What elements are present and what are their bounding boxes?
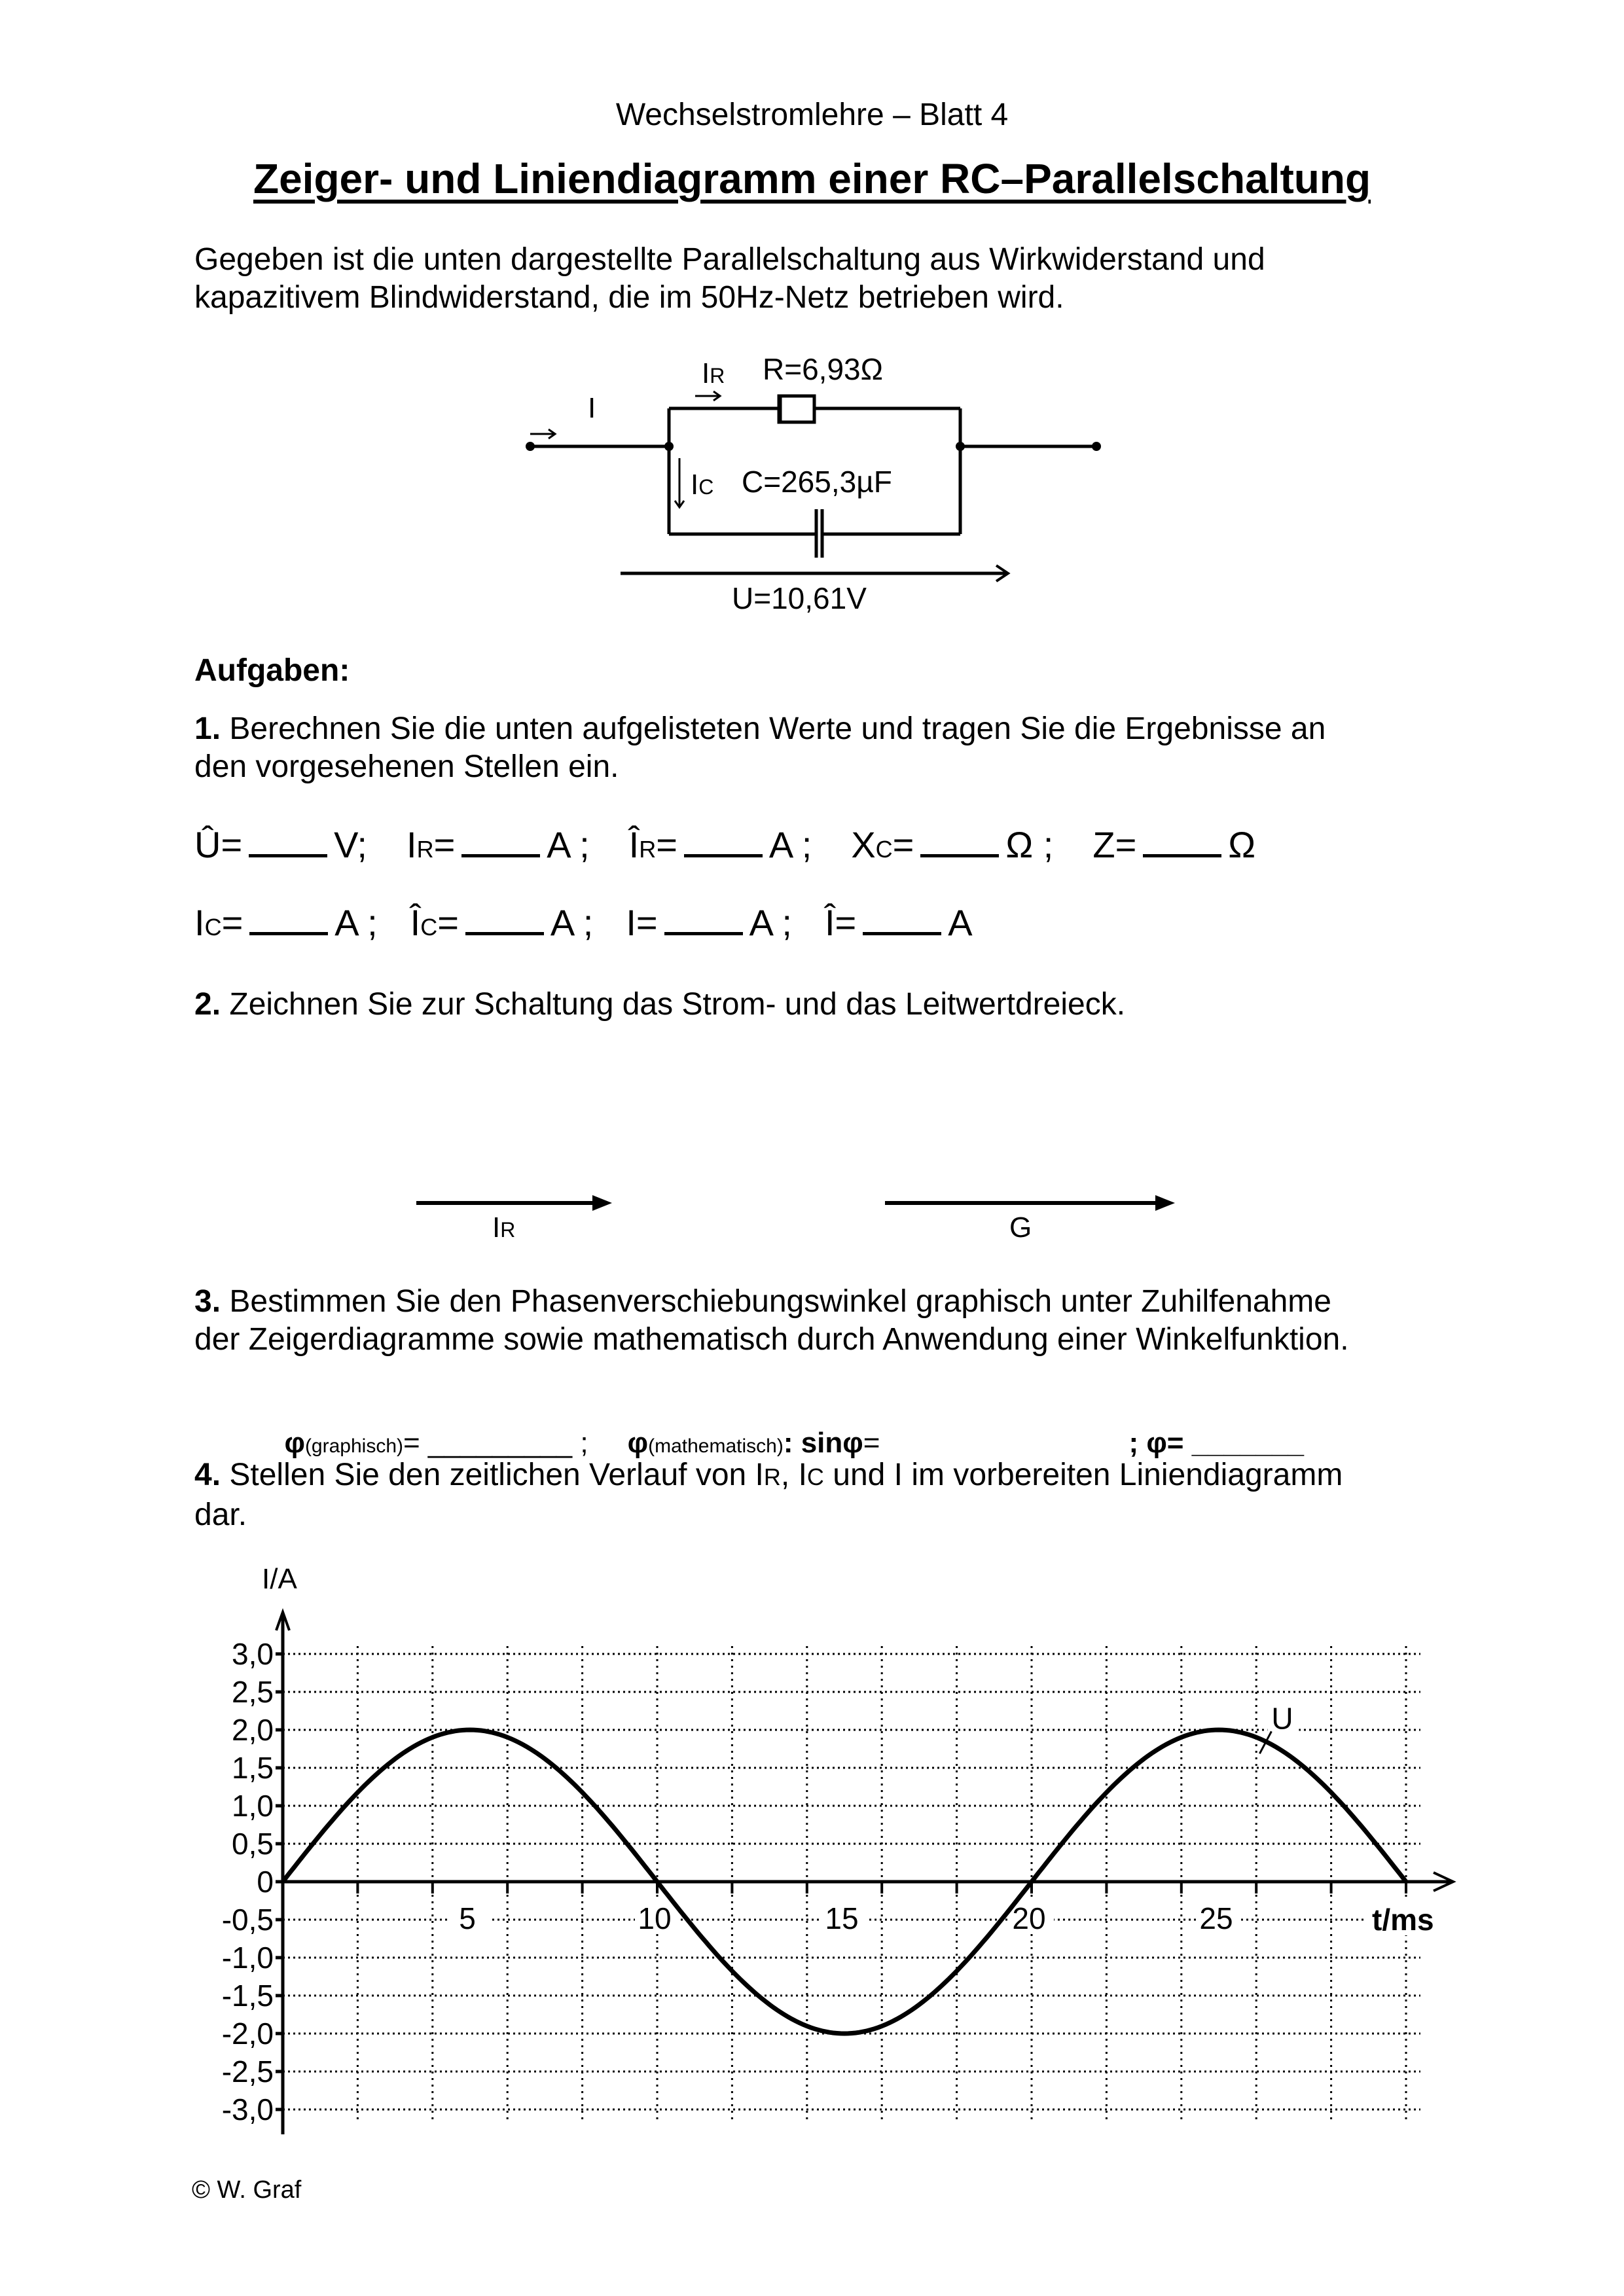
page-title: Zeiger- und Liniendiagramm einer RC–Parallelschaltung (253, 155, 1371, 202)
task2-number: 2. (194, 987, 221, 1022)
formula-unit: A ; (550, 902, 594, 943)
sin-label: : sinφ (783, 1427, 863, 1459)
equals-sign: = (892, 824, 914, 865)
formula-unit: A ; (334, 902, 378, 943)
voltage-label: U=10,61V (732, 581, 867, 615)
sheet-header: Wechselstromlehre – Blatt 4 (615, 98, 1009, 132)
y-tick-label: -2,5 (221, 2054, 274, 2089)
task4-text-a: Stellen Sie den zeitlichen Verlauf von I (221, 1458, 764, 1492)
formula-subscript: C (420, 914, 438, 941)
task4-sub-r: R (763, 1463, 781, 1490)
intro-line-2: kapazitivem Blindwiderstand, die im 50Hz-Netz betrieben wird. (194, 280, 1064, 315)
y-tick-label: 1,5 (232, 1751, 274, 1785)
y-tick-label: 0 (257, 1865, 274, 1899)
formula-symbol: Z (1092, 824, 1115, 865)
equals-sign: = (221, 824, 243, 865)
tasks-heading: Aufgaben: (194, 653, 350, 688)
task4-text-b: , I (780, 1458, 807, 1492)
y-axis-label: I/A (262, 1563, 297, 1595)
y-tick-label: 2,5 (232, 1675, 274, 1709)
x-axis-label: t/ms (1372, 1903, 1434, 1937)
equals-sign: = (835, 902, 857, 943)
formula-symbol: I (406, 824, 417, 865)
formula-symbol: Î (410, 902, 421, 943)
equals-sign: = (221, 902, 244, 943)
equals-sign: = (1115, 824, 1137, 865)
task2-line: Zeichnen Sie zur Schaltung das Strom- und das Leitwertdreieck. (221, 987, 1126, 1022)
formula-symbol: Û (194, 824, 221, 865)
y-tick-label: 1,0 (232, 1789, 274, 1823)
capacitor-label: C=265,3µF (742, 465, 892, 499)
chart-grid (283, 1646, 1420, 2123)
formula-subscript: C (204, 914, 222, 941)
resistor-label: R=6,93Ω (763, 352, 883, 386)
phi-graph-eq[interactable]: = _________ ; (403, 1427, 588, 1459)
phi-math-symbol: φ (627, 1427, 649, 1459)
current-c-label: IC (691, 469, 714, 501)
y-tick-label: -1,5 (221, 1979, 274, 2013)
copyright: © W. Graf (192, 2176, 302, 2204)
formula-subscript: R (639, 836, 657, 863)
chart-axes (276, 1612, 1453, 2134)
vector-g-label: G (1009, 1211, 1032, 1244)
formula-unit: A ; (547, 824, 590, 865)
formula-symbol: X (851, 824, 876, 865)
formula-subscript: C (875, 836, 893, 863)
phi-graph-sub: (graphisch) (304, 1435, 403, 1457)
sin-eq: = (863, 1427, 880, 1459)
equals-sign: = (437, 902, 459, 943)
y-tick-label: -0,5 (221, 1903, 274, 1937)
phi-math-sub: (mathematisch) (648, 1435, 784, 1457)
y-tick-label: 3,0 (232, 1637, 274, 1671)
task1-line-1: Berechnen Sie die unten aufgelisteten Werte und tragen Sie die Ergebnisse an (221, 711, 1326, 746)
y-tick-label: 0,5 (232, 1827, 274, 1861)
formula-unit: Ω (1228, 824, 1256, 865)
y-tick-label: -1,0 (221, 1941, 274, 1975)
equals-sign: = (636, 902, 658, 943)
y-tick-label: -3,0 (221, 2092, 274, 2126)
formula-unit: A (948, 902, 973, 943)
x-tick-label: 25 (1199, 1901, 1233, 1935)
formula-unit: V; (334, 824, 367, 865)
x-tick-label: 10 (638, 1901, 672, 1935)
task4-line-2: dar. (194, 1498, 247, 1532)
formula-symbol: Î (824, 902, 835, 943)
task3-line-2: der Zeigerdiagramme sowie mathematisch durch Anwendung einer Winkelfunktion. (194, 1322, 1349, 1357)
phi-graph-symbol: φ (284, 1427, 305, 1459)
phi-final[interactable]: ; φ= _______ (1128, 1427, 1305, 1459)
task1-number: 1. (194, 711, 221, 746)
task3-line-1: Bestimmen Sie den Phasenverschiebungswinkel graphisch unter Zuhilfenahme (221, 1284, 1331, 1319)
y-tick-label: -2,0 (221, 2017, 274, 2051)
x-tick-label: 20 (1012, 1901, 1046, 1935)
equals-sign: = (656, 824, 677, 865)
current-r-label: IR (702, 357, 725, 389)
formula-symbol: I (626, 902, 636, 943)
formula-unit: Ω ; (1005, 824, 1054, 865)
task3-number: 3. (194, 1284, 221, 1319)
task4-number: 4. (194, 1458, 221, 1492)
formula-unit: A ; (768, 824, 812, 865)
formula-subscript: R (416, 836, 434, 863)
task4-sub-c: C (806, 1463, 824, 1490)
task1-line-2: den vorgesehenen Stellen ein. (194, 749, 619, 784)
formula-symbol: I (194, 902, 205, 943)
formula-unit: A ; (749, 902, 792, 943)
vector-ir-label: IR (492, 1211, 516, 1244)
task4-text-c: und I im vorbereiten Liniendiagramm (823, 1458, 1343, 1492)
x-tick-label: 5 (459, 1901, 476, 1935)
formula-symbol: Î (628, 824, 640, 865)
equals-sign: = (433, 824, 456, 865)
series-label: U (1271, 1701, 1293, 1736)
x-tick-label: 15 (825, 1901, 859, 1935)
intro-line-1: Gegeben ist die unten dargestellte Parallelschaltung aus Wirkwiderstand und (194, 242, 1265, 277)
current-total-label: I (588, 392, 596, 424)
y-tick-label: 2,0 (232, 1713, 274, 1747)
